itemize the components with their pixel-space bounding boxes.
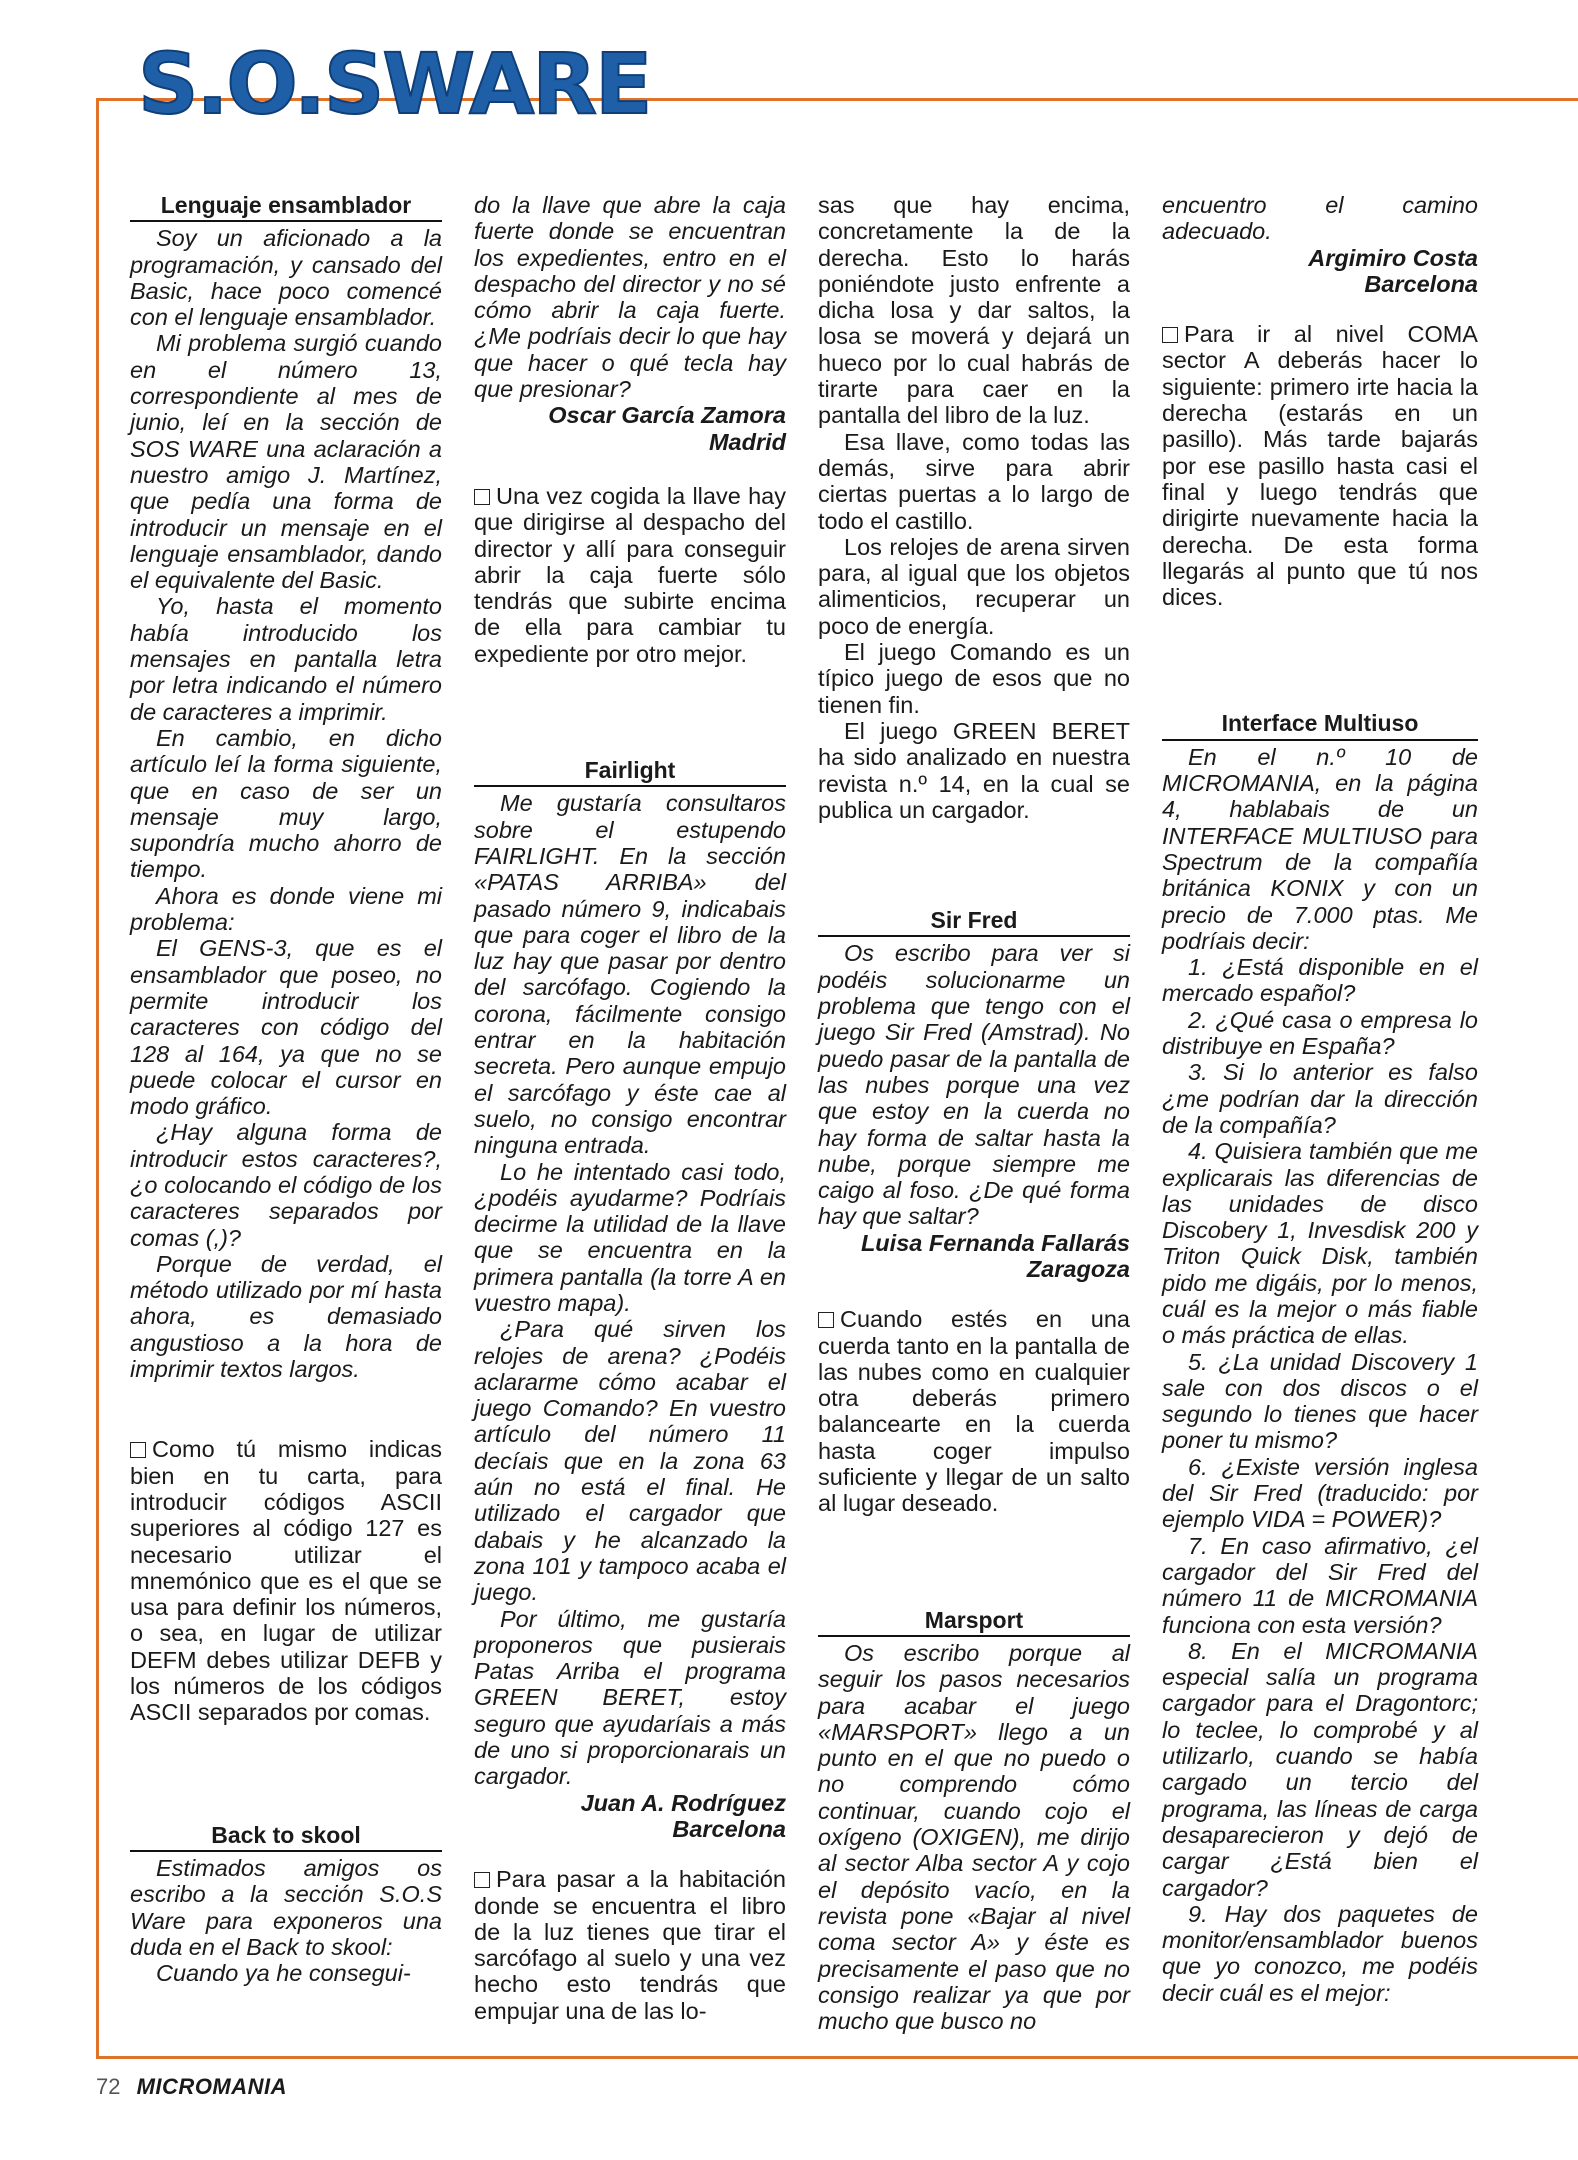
section-logo: S.O.SWARE	[138, 35, 651, 133]
section-title-marsport: Marsport	[818, 1607, 1130, 1637]
column-2	[474, 192, 786, 2024]
answer-paragraph: Los relojes de arena sirven para, al igual que los objetos alimenticios, recuperar un poco de energía.	[818, 533, 1130, 639]
answer-text: Como tú mismo indicas bien en tu carta, para introducir códigos ASCII superiores al código 127 es necesario utilizar el mnemónico que es el que se usa para definir los números, o sea, en lugar de utilizar DEFM debes utilizar DEFB y los números de los códigos ASCII separados por comas.	[130, 1436, 442, 1726]
section-title-interface-multiuso: Interface Multiuso	[1162, 710, 1478, 740]
letter-paragraph: Soy un aficionado a la programación, y cansado del Basic, hace poco comencé con el lenguaje ensamblador.	[130, 225, 442, 331]
answer-box-icon	[474, 1872, 490, 1888]
letter-paragraph: 6. ¿Existe versión inglesa del Sir Fred (traducido: por ejemplo VIDA = POWER)?	[1162, 1453, 1478, 1533]
page-footer	[96, 2074, 287, 2100]
column-4	[1162, 192, 1478, 2006]
letter-paragraph: 5. ¿La unidad Discovery 1 sale con dos discos o el segundo lo tienes que hacer poner tu mismo?	[1162, 1348, 1478, 1454]
answer-paragraph: sas que hay encima, concretamente la de la derecha. Esto lo harás poniéndote justo enfrente a dicha losa y dar saltos, la losa se moverá y dejará un hueco por lo cual habrás de tirarte para caer en la pantalla del libro de la luz.	[818, 192, 1130, 429]
letter-paragraph: encuentro el camino adecuado.	[1162, 192, 1478, 245]
section-title-lenguaje: Lenguaje ensamblador	[130, 192, 442, 222]
answer-box-icon	[130, 1442, 146, 1458]
letter-paragraph: ¿Para qué sirven los relojes de arena? ¿Podéis aclararme cómo acabar el juego Comando? En vuestro artículo del número 11 decíais que en la zona 63 aún no está el final. He utilizado el cargador que dabais y he alcanzado la zona 101 y tampoco acaba el juego.	[474, 1316, 786, 1606]
signature-name: Juan A. Rodríguez	[580, 1789, 786, 1816]
answer-paragraph	[818, 1306, 1130, 1516]
letter-paragraph: Estimados amigos os escribo a la sección S.O.S Ware para exponeros una duda en el Back to skool:	[130, 1854, 442, 1960]
letter-paragraph: Os escribo porque al seguir los pasos necesarios para acabar el juego «MARSPORT» llego a un punto en el que no puedo o no comprendo cómo continuar, cuando cojo el oxígeno (OXIGEN), me dirijo al sector Alba sector A y cojo el depósito vacío, en la revista pone «Bajar al nivel coma sector A» y éste es precisamente el paso que no consigo realizar ya que por mucho que busco no	[818, 1639, 1130, 2035]
answer-box-icon	[818, 1312, 834, 1328]
letter-paragraph: Cuando ya he consegui-	[156, 1960, 411, 1987]
letter-paragraph: Mi problema surgió cuando en el número 13, correspondiente al mes de junio, leí en la sección de SOS WARE una aclaración a nuestro amigo J. Martínez, que pedía una forma de introducir un mensaje en el lenguaje ensamblador, dando el equivalente del Basic.	[130, 330, 442, 594]
letter-paragraph: En el n.º 10 de MICROMANIA, en la página 4, hablabais de un INTERFACE MULTIUSO para Spectrum de la compañía británica KONIX y con un precio de 7.000 ptas. Me podríais decir:	[1162, 743, 1478, 954]
signature-name: Luisa Fernanda Fallarás	[860, 1229, 1130, 1256]
signature-city: Barcelona	[672, 1815, 786, 1842]
frame-left-rule	[96, 98, 99, 2058]
letter-paragraph: 1. ¿Está disponible en el mercado español?	[1162, 954, 1478, 1007]
letter-paragraph: 2. ¿Qué casa o empresa lo distribuye en España?	[1162, 1006, 1478, 1060]
letter-paragraph: do la llave que abre la caja fuerte donde se encuentran los expedientes, entro en el despacho del director y no sé cómo abrir la caja fuerte. ¿Me podríais decir lo que hay que hacer o qué tecla hay que presionar?	[474, 192, 786, 403]
signature-name: Argimiro Costa	[1308, 244, 1478, 271]
answer-paragraph	[130, 1436, 442, 1725]
section-title-sir-fred: Sir Fred	[818, 907, 1130, 937]
page-number: 72	[96, 2074, 121, 2099]
letter-paragraph: ¿Hay alguna forma de introducir estos caracteres?, ¿o colocando el código de los caracteres separados por comas (,)?	[130, 1119, 442, 1251]
letter-paragraph: En cambio, en dicho artículo leí la forma siguiente, que en caso de ser un mensaje muy largo, supondría mucho ahorro de tiempo.	[130, 724, 442, 883]
letter-paragraph: El GENS-3, que es el ensamblador que poseo, no permite introducir los caracteres con código del 128 al 164, ya que no se puede colocar el cursor en modo gráfico.	[130, 935, 442, 1120]
answer-text: Para pasar a la habitación donde se encuentra el libro de la luz tienes que tirar el sarcófago al suelo y una vez hecho esto tendrás que empujar una de las lo-	[474, 1866, 786, 2024]
answer-paragraph: El juego GREEN BERET ha sido analizado en nuestra revista n.º 14, en la cual se publica un cargador.	[818, 717, 1130, 823]
signature-city: Barcelona	[1364, 270, 1478, 297]
answer-paragraph	[474, 483, 786, 667]
answer-box-icon	[1162, 327, 1178, 343]
signature-city: Zaragoza	[1026, 1255, 1130, 1282]
letter-paragraph: Porque de verdad, el método utilizado por mí hasta ahora, es demasiado angustioso a la hora de imprimir textos largos.	[130, 1250, 442, 1383]
magazine-name: MICROMANIA	[136, 2074, 288, 2099]
column-3	[818, 192, 1130, 2034]
signature-name: Oscar García Zamora	[548, 402, 786, 429]
letter-paragraph: Yo, hasta el momento había introducido los mensajes en pantalla letra por letra indicando el número de caracteres a imprimir.	[130, 593, 442, 725]
letter-paragraph: Os escribo para ver si podéis solucionarme un problema que tengo con el juego Sir Fred (Amstrad). No puedo pasar de la pantalla de las nubes porque una vez que estoy en la cuerda no hay forma de saltar hasta la nube, porque siempre me caigo al foso. ¿De qué forma hay que saltar?	[818, 940, 1130, 1230]
letter-paragraph: Ahora es donde viene mi problema:	[130, 882, 442, 936]
answer-paragraph	[1162, 321, 1478, 610]
answer-paragraph: El juego Comando es un típico juego de esos que no tienen fin.	[818, 639, 1130, 718]
letter-paragraph: 4. Quisiera también que me explicarais las diferencias de las unidades de disco Discobery 1, Invesdisk 200 y Triton Quick Disk, también pido me digáis, por lo menos, cuál es la mejor o más fiable o más práctica de ellas.	[1162, 1138, 1478, 1349]
answer-text: Para ir al nivel COMA sector A deberás hacer lo siguiente: primero irte hacia la derecha (estarás en un pasillo). Más tarde bajarás por ese pasillo hasta casi el final y luego tendrás que dirigirte nuevamente hacia la derecha. De esta forma llegarás al punto que tú nos dices.	[1162, 321, 1478, 611]
letter-paragraph: Por último, me gustaría proponeros que pusierais Patas Arriba el programa GREEN BERET, estoy seguro que ayudaríais a más de uno si proporcionarais un cargador.	[474, 1605, 786, 1790]
letter-paragraph: Me gustaría consultaros sobre el estupendo FAIRLIGHT. En la sección «PATAS ARRIBA» del pasado número 9, indicabais que para coger el libro de la luz hay que pasar por dentro del sarcófago. Cogiendo la corona, fácilmente consigo entrar en la habitación secreta. Pero aunque empujo el sarcófago y éste cae al suelo, no consigo encontrar ninguna entrada.	[474, 790, 786, 1159]
answer-box-icon	[474, 489, 490, 505]
answer-text: Una vez cogida la llave hay que dirigirse al despacho del director y allí para conseguir abrir la caja fuerte sólo tendrás que subirte encima de ella para cambiar tu expediente por otro mejor.	[474, 482, 786, 667]
answer-paragraph: Esa llave, como todas las demás, sirve para abrir ciertas puertas a lo largo de todo el castillo.	[818, 428, 1130, 534]
letter-paragraph: 8. En el MICROMANIA especial salía un programa cargador para el Dragontorc; lo teclee, lo comprobé y al utilizarlo, cuando se había cargado un tercio del programa, las líneas de carga desaparecieron y dejó de cargar ¿Está bien el cargador?	[1162, 1637, 1478, 1901]
column-1	[130, 192, 442, 1986]
letter-paragraph: 7. En caso afirmativo, ¿el cargador del Sir Fred del número 11 de MICROMANIA funciona con esta versión?	[1162, 1532, 1478, 1638]
letter-paragraph: 9. Hay dos paquetes de monitor/ensamblador buenos que yo conozco, me podéis decir cuál es el mejor:	[1162, 1900, 1478, 2006]
frame-bottom-rule	[96, 2056, 1578, 2059]
section-title-back-to-skool: Back to skool	[130, 1822, 442, 1852]
answer-paragraph	[474, 1866, 786, 2024]
section-title-fairlight: Fairlight	[474, 757, 786, 787]
letter-paragraph: 3. Si lo anterior es falso ¿me podrían dar la dirección de la compañía?	[1162, 1059, 1478, 1138]
signature-city: Madrid	[708, 428, 786, 455]
letter-paragraph: Lo he intentado casi todo, ¿podéis ayudarme? Podríais decirme la utilidad de la llave que se encuentra en la primera pantalla (la torre A en vuestro mapa).	[474, 1158, 786, 1316]
answer-text: Cuando estés en una cuerda tanto en la pantalla de las nubes como en cualquier otra deberás primero balancearte en la cuerda hasta coger impulso suficiente y llegar de un salto al lugar deseado.	[818, 1306, 1130, 1517]
